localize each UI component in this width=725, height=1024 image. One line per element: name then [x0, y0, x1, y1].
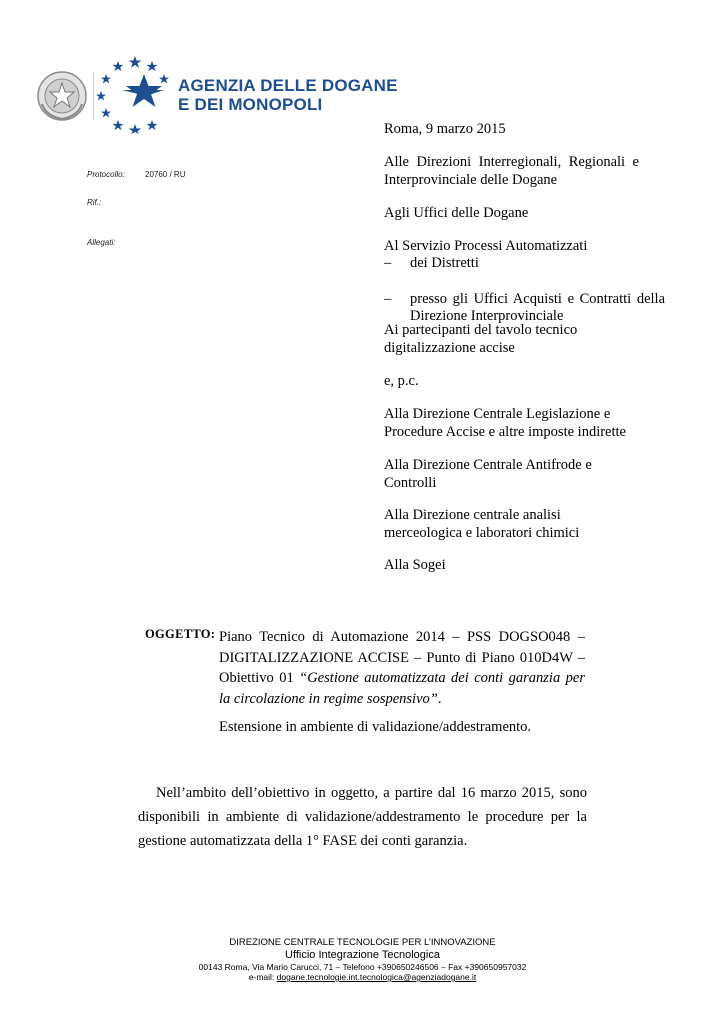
sub-item-text: presso gli Uffici Acquisti e Contratti della Direzione Interprovinciale	[410, 290, 665, 324]
footer-email-line	[0, 972, 725, 982]
protocollo-label: Protocollo:	[87, 170, 125, 179]
letter-date: Roma, 9 marzo 2015	[384, 121, 506, 137]
allegati-label: Allegati:	[87, 238, 116, 247]
footer-email-link[interactable]: dogane.tecnologie.int.tecnologica@agenziadogane.it	[276, 972, 477, 982]
oggetto-label: OGGETTO:	[145, 627, 216, 641]
footer-address: 00143 Roma, Via Mario Carucci, 71 – Telefono +390650246506 – Fax +390650957032	[198, 962, 527, 972]
oggetto-quote: “Gestione automatizzata dei conti garanzia per la circolazione in regime sospensivo”	[219, 670, 585, 707]
footer-email-label: e-mail:	[248, 972, 277, 982]
addressee-sub-uffici-acquisti	[384, 291, 665, 326]
body-paragraph: Nell’ambito dell’obiettivo in oggetto, a partire dal 16 marzo 2015, sono disponibili in ambiente di validazione/addestramento le procedure per la gestione automatizzata della 1° FASE dei conti garanzia.	[138, 785, 587, 849]
addressee-servizio-processi: Al Servizio Processi Automatizzati	[384, 238, 588, 254]
addressee-antifrode: Alla Direzione Centrale Antifrode e Controlli	[384, 457, 592, 491]
addressee-sub-distretti	[384, 255, 665, 273]
agency-name-line2: E DEI MONOPOLI	[178, 95, 323, 114]
footer-office: Ufficio Integrazione Tecnologica	[285, 949, 440, 961]
dash-bullet: –	[384, 255, 392, 271]
addressee-direzioni: Alle Direzioni Interregionali, Regionali e Interprovinciale delle Dogane	[384, 154, 639, 188]
oggetto-extension: Estensione in ambiente di validazione/addestramento.	[219, 719, 532, 735]
footer-department: DIREZIONE CENTRALE TECNOLOGIE PER L’INNOVAZIONE	[229, 937, 496, 948]
oggetto-end: .	[437, 690, 442, 707]
cc-label: e, p.c.	[384, 373, 419, 389]
addressee-tavolo-tecnico: Ai partecipanti del tavolo tecnico digitalizzazione accise	[384, 322, 578, 356]
agency-name-line1: AGENZIA DELLE DOGANE	[178, 76, 398, 95]
protocollo-value: 20760 / RU	[145, 170, 186, 179]
sub-item-text: dei Distretti	[410, 255, 479, 271]
addressee-sogei: Alla Sogei	[384, 557, 446, 573]
italian-republic-emblem-icon	[36, 70, 88, 122]
oggetto-text: Piano Tecnico di Automazione 2014 – PSS DOGSO048 – DIGITALIZZAZIONE ACCISE – Punto di Piano 010D4W – Obiettivo 01	[219, 629, 585, 686]
agency-stars-icon	[92, 54, 178, 134]
addressee-uffici-dogane: Agli Uffici delle Dogane	[384, 205, 529, 221]
addressee-legislazione: Alla Direzione Centrale Legislazione e Procedure Accise e altre imposte indirette	[384, 406, 626, 440]
oggetto-body	[219, 627, 585, 709]
addressee-laboratori: Alla Direzione centrale analisi merceologica e laboratori chimici	[384, 507, 580, 541]
rif-label: Rif.:	[87, 198, 102, 207]
dash-bullet: –	[384, 290, 392, 307]
